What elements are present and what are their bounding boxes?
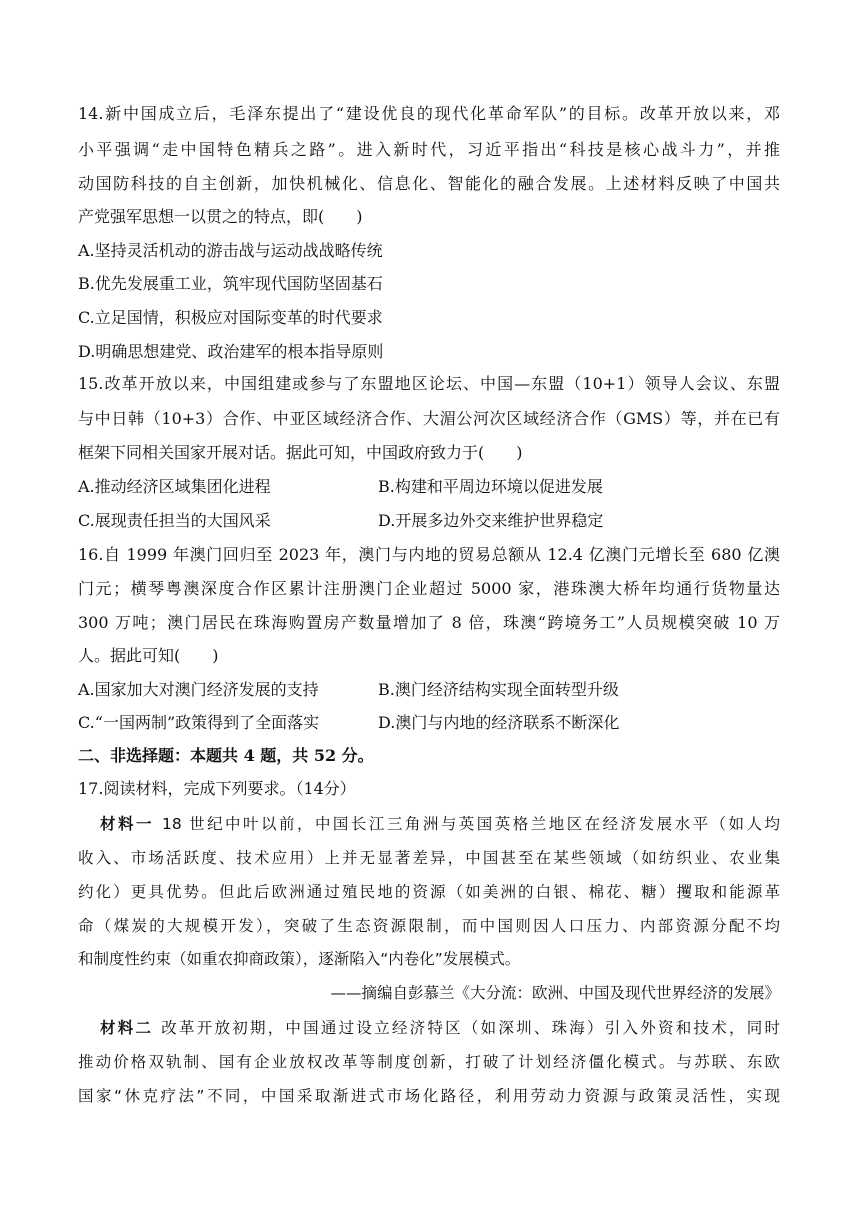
- section-heading: 二、非选择题：本题共 4 题，共 52 分。: [78, 746, 374, 765]
- question-15-option-a: A.推动经济区域集团化进程: [78, 477, 271, 496]
- material-two-line: 推动价格双轨制、国有企业放权改革等制度创新，打破了计划经济僵化模式。与苏联、东欧: [78, 1053, 780, 1071]
- material-one-label: 材料一: [100, 815, 154, 833]
- material-two-text: 改革开放初期，中国通过设立经济特区（如深圳、珠海）引入外资和技术，同时: [161, 1019, 780, 1037]
- question-16-option-b: B.澳门经济结构实现全面转型升级: [378, 680, 619, 699]
- question-14-stem-line: 动国防科技的自主创新，加快机械化、信息化、智能化的融合发展。上述材料反映了中国共: [78, 174, 780, 193]
- material-one-source: ——摘编自彭慕兰《大分流：欧洲、中国及现代世界经济的发展》: [330, 984, 780, 1002]
- question-14-stem-line: 小平强调“走中国特色精兵之路”。进入新时代，习近平指出“科技是核心战斗力”，并推: [78, 140, 780, 159]
- question-14-option-c: C.立足国情，积极应对国际变革的时代要求: [78, 308, 383, 327]
- material-one-text: 18 世纪中叶以前，中国长江三角洲与英国英格兰地区在经济发展水平（如人均: [161, 815, 780, 833]
- question-16-stem-line: 门元；横琴粤澳深度合作区累计注册澳门企业超过 5000 家，港珠澳大桥年均通行货物量达: [78, 579, 780, 598]
- material-one-line: 命（煤炭的大规模开发），突破了生态资源限制，而中国则因人口压力、内部资源分配不均: [78, 917, 780, 935]
- material-one-line: 和制度性约束（如重农抑商政策），逐渐陷入“内卷化”发展模式。: [78, 950, 521, 968]
- question-15-option-c: C.展现责任担当的大国风采: [78, 511, 271, 530]
- material-one-line: 收入、市场活跃度、技术应用）上并无显著差异，中国甚至在某些领域（如纺织业、农业集: [78, 849, 780, 867]
- question-17-prompt: 17.阅读材料，完成下列要求。（14分）: [78, 779, 356, 798]
- question-16-stem-line: 16.自 1999 年澳门回归至 2023 年，澳门与内地的贸易总额从 12.4 亿澳门元增长至 680 亿澳: [78, 545, 780, 564]
- material-two-line: [100, 1017, 780, 1039]
- question-16-option-d: D.澳门与内地的经济联系不断深化: [378, 713, 620, 732]
- question-14-option-a: A.坚持灵活机动的游击战与运动战战略传统: [78, 241, 383, 260]
- question-16-option-c: C.“一国两制”政策得到了全面落实: [78, 713, 320, 732]
- question-15-option-d: D.开展多边外交来维护世界稳定: [378, 511, 604, 530]
- material-one-line: 约化）更具优势。但此后欧洲通过殖民地的资源（如美洲的白银、棉花、糖）攫取和能源革: [78, 883, 780, 901]
- material-one-line: [100, 813, 780, 835]
- question-16-option-a: A.国家加大对澳门经济发展的支持: [78, 680, 319, 699]
- question-15-option-b: B.构建和平周边环境以促进发展: [378, 477, 603, 496]
- question-14-option-d: D.明确思想建党、政治建军的根本指导原则: [78, 342, 384, 361]
- question-16-stem-line: 人。据此可知( ): [78, 646, 219, 665]
- question-14-stem-line: 14.新中国成立后，毛泽东提出了“建设优良的现代化革命军队”的目标。改革开放以来，邓: [78, 104, 780, 123]
- material-two-line: 国家“休克疗法”不同，中国采取渐进式市场化路径，利用劳动力资源与政策灵活性，实现: [78, 1087, 780, 1105]
- question-16-stem-line: 300 万吨；澳门居民在珠海购置房产数量增加了 8 倍，珠澳“跨境务工”人员规模突破 10 万: [78, 613, 780, 632]
- question-15-stem-line: 与中日韩（10+3）合作、中亚区域经济合作、大湄公河次区域经济合作（GMS）等，并在已有: [78, 409, 780, 428]
- question-14-stem-line: 产党强军思想一以贯之的特点，即( ): [78, 207, 363, 226]
- material-two-label: 材料二: [100, 1019, 154, 1037]
- question-15-stem-line: 框架下同相关国家开展对话。据此可知，中国政府致力于( ): [78, 443, 523, 462]
- question-15-stem-line: 15.改革开放以来，中国组建或参与了东盟地区论坛、中国—东盟（10+1）领导人会议、东盟: [78, 374, 780, 393]
- question-14-option-b: B.优先发展重工业，筑牢现代国防坚固基石: [78, 274, 383, 293]
